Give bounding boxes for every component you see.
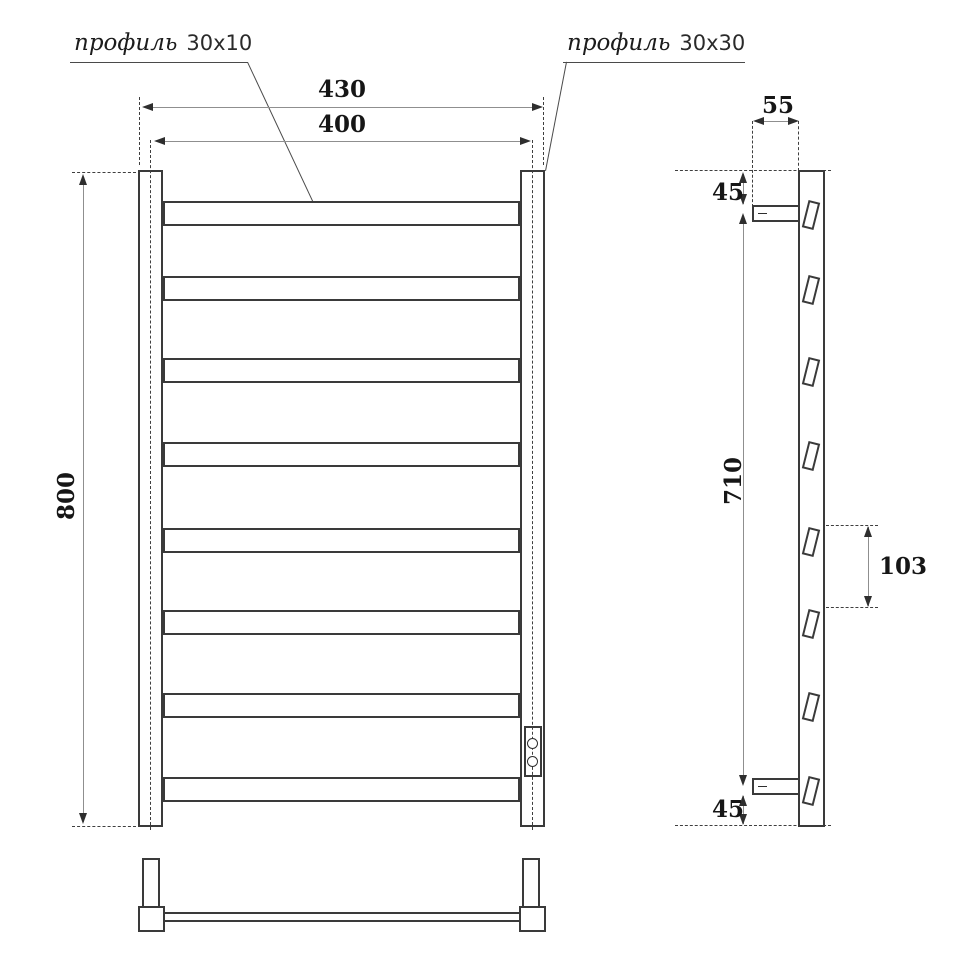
dim-line-430: [146, 107, 540, 108]
plan-post-left: [138, 906, 165, 932]
leader-line: [545, 62, 567, 171]
extension-line: [798, 121, 799, 171]
dim-side-offset-bottom: 45: [711, 796, 744, 823]
leader-line: [247, 62, 313, 202]
rung-bar: [163, 358, 520, 383]
callout-label: профиль: [567, 30, 671, 56]
rung-bar: [163, 777, 520, 802]
extension-line: [543, 97, 544, 165]
dim-front-width-overall: 430: [317, 76, 366, 103]
rung-bar: [163, 276, 520, 301]
callout-value: 30x30: [679, 31, 746, 55]
callout-underline: [70, 62, 248, 63]
dim-side-rung-pitch: 103: [878, 553, 927, 580]
wall-line: [752, 121, 753, 207]
arrowhead: [739, 213, 747, 224]
arrowhead: [739, 775, 747, 786]
dim-line-400: [158, 141, 528, 142]
extension-line: [826, 607, 878, 608]
control-knob: [527, 756, 538, 767]
arrowhead: [79, 813, 87, 824]
centerline: [150, 140, 151, 830]
rung-bar: [163, 528, 520, 553]
rung-bar: [163, 610, 520, 635]
plan-bracket-left: [142, 858, 160, 908]
dim-front-width-inner: 400: [317, 111, 366, 138]
bracket-tick: [758, 213, 767, 214]
arrowhead: [864, 526, 872, 537]
dim-front-height: 800: [53, 472, 80, 521]
extension-line: [72, 172, 136, 173]
callout-label: профиль: [74, 30, 178, 56]
arrowhead: [864, 596, 872, 607]
dim-side-offset-top: 45: [711, 179, 744, 206]
rung-bar: [163, 442, 520, 467]
plan-bracket-right: [522, 858, 540, 908]
side-post: [798, 170, 825, 827]
callout-value: 30x10: [186, 31, 253, 55]
callout-profile-30x30: [567, 30, 745, 56]
dim-side-mount-span: 710: [720, 457, 747, 506]
bracket-tick: [758, 786, 767, 787]
arrowhead: [142, 103, 153, 111]
dim-side-depth: 55: [761, 92, 794, 119]
dim-line-103: [868, 527, 869, 606]
arrowhead: [532, 103, 543, 111]
callout-underline: [563, 62, 745, 63]
extension-line: [139, 97, 140, 165]
arrowhead: [79, 174, 87, 185]
control-box: [524, 726, 542, 777]
extension-line: [72, 826, 136, 827]
plan-rung: [164, 912, 520, 922]
plan-post-right: [519, 906, 546, 932]
rung-bar: [163, 693, 520, 718]
dim-line-800: [83, 177, 84, 822]
arrowhead: [154, 137, 165, 145]
rung-bar: [163, 201, 520, 226]
arrowhead: [520, 137, 531, 145]
control-knob: [527, 738, 538, 749]
callout-profile-30x10: [74, 30, 252, 56]
